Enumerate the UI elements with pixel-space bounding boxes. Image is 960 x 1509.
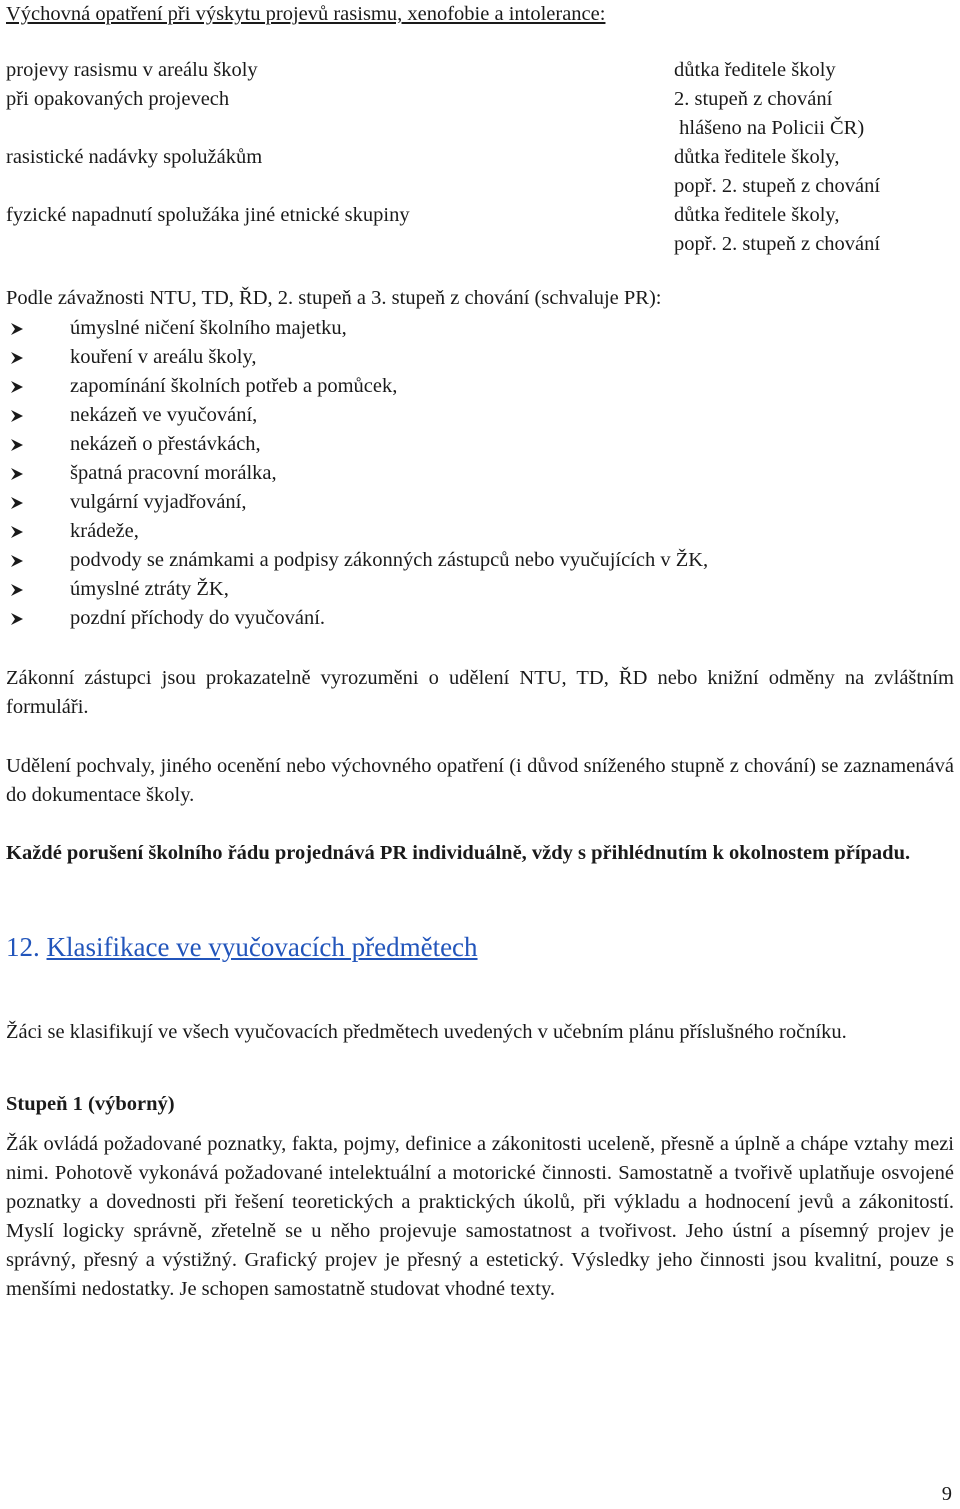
measure-offense	[6, 172, 674, 201]
list-item-text: pozdní příchody do vyučování.	[70, 607, 326, 629]
arrowhead-bullet-icon	[10, 612, 70, 626]
measure-row	[6, 114, 960, 143]
arrowhead-bullet-icon	[10, 583, 70, 597]
list-item-text: zapomínání školních potřeb a pomůcek,	[70, 375, 398, 397]
list-item	[10, 343, 708, 372]
measure-row	[6, 230, 960, 259]
measures-heading: Výchovná opatření při výskytu projevů rasismu, xenofobie a intolerance:	[6, 3, 606, 25]
list-item	[10, 401, 708, 430]
arrowhead-bullet-icon	[10, 409, 70, 423]
paragraph-grade-description: Žák ovládá požadované poznatky, fakta, pojmy, definice a zákonitosti uceleně, přesně a úplně a chápe vztahy mezi nimi. Pohotově vykonává požadované intelektuální a motorické činnosti. Samostatně a tvořivě uplatňuje osvojené poznatky a dovednosti při řešení teoretických a praktických úkolů, při výkladu a hodnocení jevů a zákonitostí. Myslí logicky správně, zřetelně se u něho projevuje samostatnost a tvořivost. Jeho ústní a písemný projev je správný, přesný a výstižný. Grafický projev je přesný a estetický. Výsledky jeho činnosti jsou kvalitní, pouze s menšími nedostatky. Je schopen samostatně studovat vhodné texty.	[6, 1133, 954, 1300]
measure-penalty: popř. 2. stupeň z chování	[674, 175, 881, 197]
measure-penalty: důtka ředitele školy,	[674, 146, 840, 168]
measure-offense: při opakovaných projevech	[6, 88, 230, 110]
paragraph-individual: Každé porušení školního řádu projednává PR individuálně, vždy s přihlédnutím k okolnostem případu.	[6, 842, 911, 864]
list-item-text: vulgární vyjadřování,	[70, 491, 247, 513]
list-item	[10, 575, 708, 604]
grade-heading: Stupeň 1 (výborný)	[6, 1093, 175, 1115]
list-item	[10, 372, 708, 401]
measure-penalty: důtka ředitele školy,	[674, 204, 840, 226]
list-item	[10, 546, 708, 575]
arrowhead-bullet-icon	[10, 438, 70, 452]
measures-table	[6, 56, 960, 259]
list-item-text: podvody se známkami a podpisy zákonných zástupců nebo vyučujících v ŽK,	[70, 549, 709, 571]
arrowhead-bullet-icon	[10, 380, 70, 394]
section-title: Klasifikace ve vyučovacích předmětech	[46, 932, 478, 962]
measure-row	[6, 85, 960, 114]
page-number: 9	[941, 1483, 952, 1505]
measure-row	[6, 201, 960, 230]
measure-penalty: hlášeno na Policii ČR)	[674, 117, 865, 139]
measure-offense	[6, 230, 674, 259]
arrowhead-bullet-icon	[10, 322, 70, 336]
list-item-text: kouření v areálu školy,	[70, 346, 257, 368]
measure-offense: fyzické napadnutí spolužáka jiné etnické skupiny	[6, 204, 410, 226]
list-item-text: nekázeň o přestávkách,	[70, 433, 261, 455]
list-item-text: krádeže,	[70, 520, 139, 542]
measure-penalty: 2. stupeň z chování	[674, 88, 833, 110]
measure-penalty: popř. 2. stupeň z chování	[674, 233, 881, 255]
list-item	[10, 517, 708, 546]
arrowhead-bullet-icon	[10, 467, 70, 481]
list-item	[10, 459, 708, 488]
arrowhead-bullet-icon	[10, 496, 70, 510]
list-item-text: úmyslné ztráty ŽK,	[70, 578, 229, 600]
bullets-intro: Podle závažnosti NTU, TD, ŘD, 2. stupeň a 3. stupeň z chování (schvaluje PR):	[6, 287, 662, 309]
measure-row	[6, 56, 960, 85]
list-item-text: nekázeň ve vyučování,	[70, 404, 258, 426]
section-heading	[6, 930, 954, 964]
list-item-text: špatná pracovní morálka,	[70, 462, 277, 484]
paragraph-classification: Žáci se klasifikují ve všech vyučovacích předmětech uvedených v učebním plánu příslušného ročníku.	[6, 1021, 847, 1043]
list-item	[10, 604, 708, 633]
arrowhead-bullet-icon	[10, 525, 70, 539]
list-item	[10, 430, 708, 459]
arrowhead-bullet-icon	[10, 351, 70, 365]
paragraph-documentation: Udělení pochvaly, jiného ocenění nebo výchovného opatření (i důvod sníženého stupně z chování) se zaznamenává do dokumentace školy.	[6, 755, 954, 806]
section-number: 12.	[6, 932, 40, 962]
offense-list	[10, 314, 708, 633]
measure-offense	[6, 114, 674, 143]
measure-row	[6, 143, 960, 172]
measure-penalty: důtka ředitele školy	[674, 59, 836, 81]
paragraph-notification: Zákonní zástupci jsou prokazatelně vyrozuměni o udělení NTU, TD, ŘD nebo knižní odměny na zvláštním formuláři.	[6, 667, 954, 718]
list-item	[10, 314, 708, 343]
list-item	[10, 488, 708, 517]
measure-offense: projevy rasismu v areálu školy	[6, 59, 258, 81]
measure-row	[6, 172, 960, 201]
list-item-text: úmyslné ničení školního majetku,	[70, 317, 347, 339]
measure-offense: rasistické nadávky spolužákům	[6, 146, 263, 168]
arrowhead-bullet-icon	[10, 554, 70, 568]
